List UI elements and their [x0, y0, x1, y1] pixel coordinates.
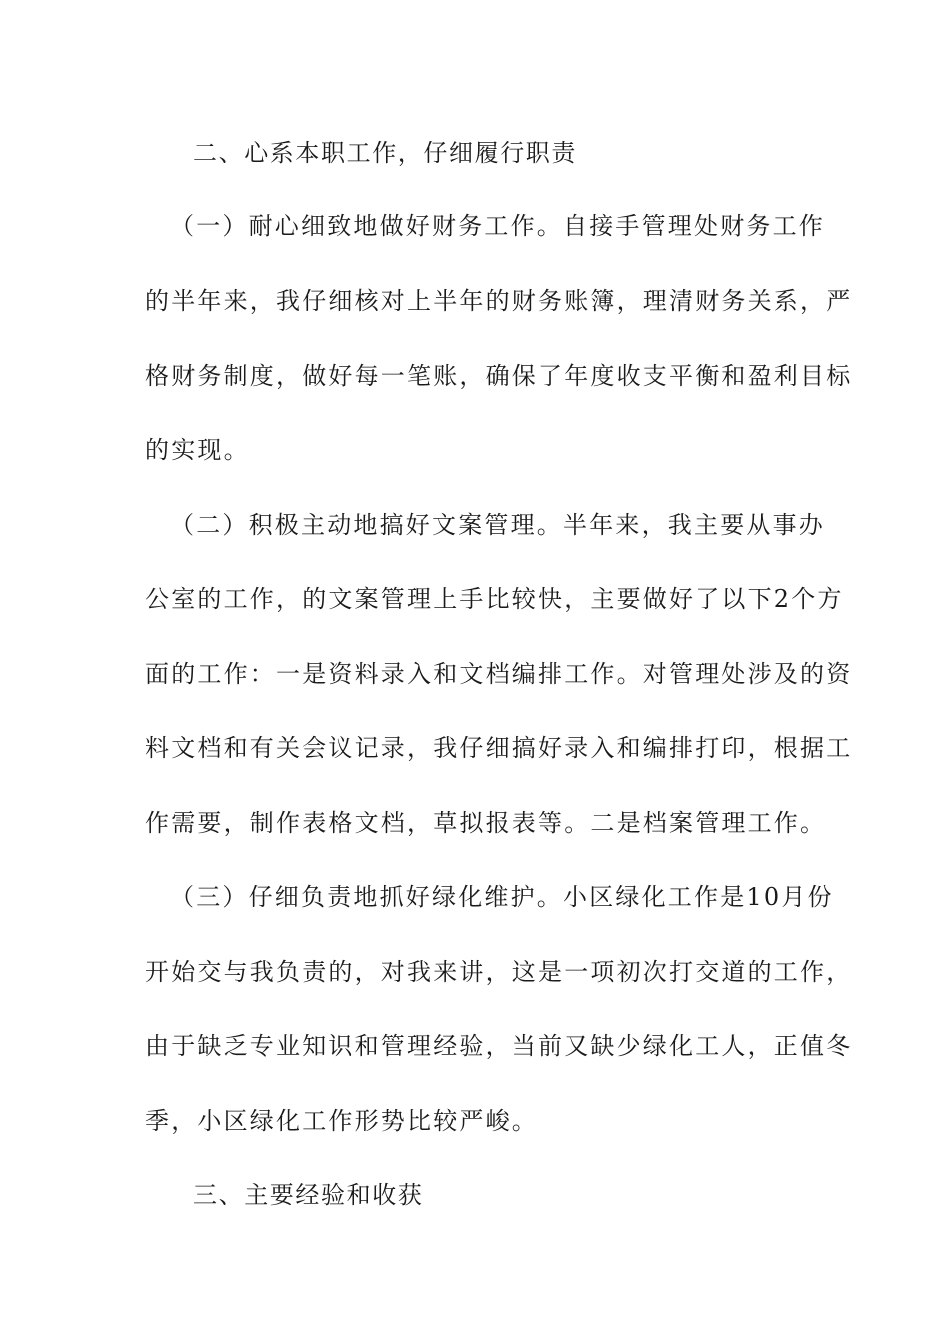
paragraph-line: 由于缺乏专业知识和管理经验，当前又缺少绿化工人，正值冬 — [145, 1032, 853, 1060]
paragraph-line: 的实现。 — [145, 436, 250, 464]
paragraph-line: 开始交与我负责的，对我来讲，这是一项初次打交道的工作， — [145, 958, 853, 986]
paragraph-line: 季，小区绿化工作形势比较严峻。 — [145, 1107, 538, 1135]
paragraph-line: （三）仔细负责地抓好绿化维护。小区绿化工作是10月份 — [170, 883, 834, 911]
section-heading-three: 三、主要经验和收获 — [193, 1181, 424, 1209]
paragraph-line: 料文档和有关会议记录，我仔细搞好录入和编排打印，根据工 — [145, 734, 853, 762]
paragraph-line: （二）积极主动地搞好文案管理。半年来，我主要从事办 — [170, 511, 825, 539]
paragraph-line: 公室的工作，的文案管理上手比较快，主要做好了以下2个方 — [145, 585, 844, 613]
paragraph-line: 的半年来，我仔细核对上半年的财务账簿，理清财务关系，严 — [145, 287, 853, 315]
paragraph-line: 面的工作：一是资料录入和文档编排工作。对管理处涉及的资 — [145, 660, 853, 688]
paragraph-line: 作需要，制作表格文档，草拟报表等。二是档案管理工作。 — [145, 809, 827, 837]
section-heading-two: 二、心系本职工作，仔细履行职责 — [193, 139, 577, 167]
paragraph-line: 格财务制度，做好每一笔账，确保了年度收支平衡和盈利目标 — [145, 362, 853, 390]
paragraph-line: （一）耐心细致地做好财务工作。自接手管理处财务工作 — [170, 212, 825, 240]
